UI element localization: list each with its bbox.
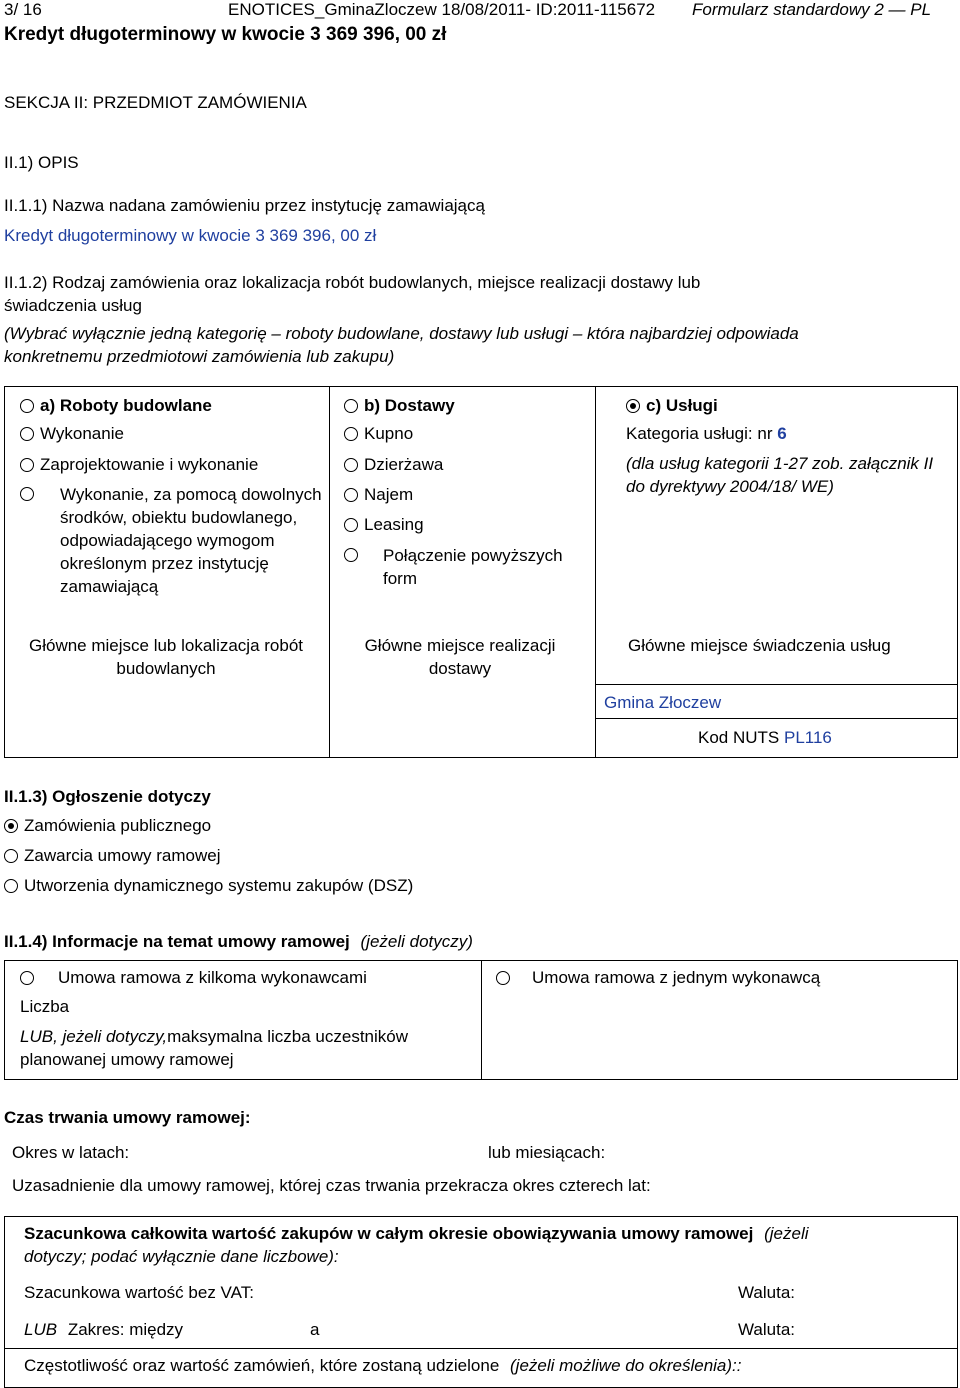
services-title[interactable]: c) Usługi <box>626 396 718 416</box>
estimate-currency-label: Waluta: <box>738 1283 796 1302</box>
works-title[interactable]: a) Roboty budowlane <box>20 396 212 416</box>
nuts-code-value: PL116 <box>783 728 832 747</box>
estimate-heading-note: dotyczy; podać wyłącznie dane liczbowe): <box>24 1247 339 1266</box>
nuts-code: Kod NUTS PL116 <box>698 728 832 747</box>
document-title: Kredyt długoterminowy w kwocie 3 369 396, 00 zł <box>4 24 447 45</box>
services-location: Gmina Złoczew <box>604 693 722 712</box>
works-radio[interactable] <box>20 399 34 413</box>
type-note-line2: konkretnemu przedmiotowi zamówienia lub zakupu) <box>4 347 395 366</box>
type-heading-line2: świadczenia usług <box>4 296 142 315</box>
estimate-heading: Szacunkowa całkowita wartość zakupów w całym okresie obowiązywania umowy ramowej (jeżeli <box>24 1224 809 1243</box>
works-place: Główne miejsce lub lokalizacja robót budowlanych <box>28 636 304 678</box>
duration-months-label: lub miesiącach: <box>488 1143 606 1162</box>
concerns-framework[interactable]: Zawarcia umowy ramowej <box>4 846 221 866</box>
supplies-opt-purchase[interactable]: Kupno <box>344 424 413 444</box>
estimate-range-currency-label: Waluta: <box>738 1320 796 1339</box>
services-radio[interactable] <box>626 399 640 413</box>
works-opt-design-execution[interactable]: Zaprojektowanie i wykonanie <box>20 455 258 475</box>
framework-info-heading: II.1.4) Informacje na temat umowy ramowej (jeżeli dotyczy) <box>4 932 473 951</box>
framework-single-option[interactable]: Umowa ramowa z jednym wykonawcą <box>496 968 820 988</box>
participants-count-label: Liczba <box>20 997 70 1016</box>
supplies-opt-combination[interactable] <box>344 545 364 565</box>
estimate-value-label: Szacunkowa wartość bez VAT: <box>24 1283 254 1302</box>
max-participants-line1: LUB, jeżeli dotyczy,maksymalna liczba uczestników <box>20 1027 408 1046</box>
supplies-title[interactable]: b) Dostawy <box>344 396 455 416</box>
form-type: Formularz standardowy 2 — PL <box>692 0 932 19</box>
services-category-number: 6 <box>777 424 787 443</box>
type-note-line1: (Wybrać wyłącznie jedną kategorię – roboty budowlane, dostawy lub usługi – która najbardziej odpowiada <box>4 324 799 343</box>
duration-years-label: Okres w latach: <box>12 1143 130 1162</box>
duration-heading: Czas trwania umowy ramowej: <box>4 1108 251 1127</box>
services-category: Kategoria usługi: nr 6 <box>626 424 787 443</box>
works-opt-other-label: Wykonanie, za pomocą dowolnych środków, obiektu budowlanego, odpowiadającego wymogom określonym przez instytucję zamawiającą <box>60 485 322 596</box>
works-opt-other[interactable] <box>20 484 40 504</box>
type-heading-line1: II.1.2) Rodzaj zamówienia oraz lokalizacja robót budowlanych, miejsce realizacji dostawy lub <box>4 273 701 292</box>
notice-concerns-heading: II.1.3) Ogłoszenie dotyczy <box>4 787 211 806</box>
works-opt-execution[interactable]: Wykonanie <box>20 424 124 444</box>
name-heading: II.1.1) Nazwa nadana zamówieniu przez instytucję zamawiającą <box>4 196 485 215</box>
supplies-opt-rental[interactable]: Najem <box>344 485 413 505</box>
estimate-range: LUB Zakres: między <box>24 1320 184 1339</box>
supplies-opt-combination-label: Połączenie powyższych form <box>383 546 563 588</box>
concerns-public-contract[interactable]: Zamówienia publicznego <box>4 816 211 836</box>
frequency-label: Częstotliwość oraz wartość zamówień, które zostaną udzielone (jeżeli możliwe do określenia):: <box>24 1356 742 1375</box>
supplies-radio[interactable] <box>344 399 358 413</box>
estimate-range-and: a <box>310 1320 320 1339</box>
framework-multi-option[interactable]: Umowa ramowa z kilkoma wykonawcami <box>20 968 367 988</box>
max-participants-line2: planowanej umowy ramowej <box>20 1050 234 1069</box>
services-place: Główne miejsce świadczenia usług <box>628 636 891 655</box>
subsection-heading: II.1) OPIS <box>4 153 79 172</box>
concerns-dps[interactable]: Utworzenia dynamicznego systemu zakupów (DSZ) <box>4 876 413 896</box>
contract-name: Kredyt długoterminowy w kwocie 3 369 396, 00 zł <box>4 226 377 245</box>
duration-justification-label: Uzasadnienie dla umowy ramowej, której czas trwania przekracza okres czterech lat: <box>12 1176 651 1195</box>
supplies-opt-lease[interactable]: Dzierżawa <box>344 455 443 475</box>
services-note: (dla usług kategorii 1-27 zob. załącznik II do dyrektywy 2004/18/ WE) <box>626 454 934 496</box>
notice-id: ENOTICES_GminaZloczew 18/08/2011- ID:2011-115672 <box>228 0 656 19</box>
section-title: SEKCJA II: PRZEDMIOT ZAMÓWIENIA <box>4 93 307 112</box>
supplies-opt-leasing[interactable]: Leasing <box>344 515 424 535</box>
supplies-place: Główne miejsce realizacji dostawy <box>364 636 556 678</box>
page-number: 3/ 16 <box>4 0 42 19</box>
